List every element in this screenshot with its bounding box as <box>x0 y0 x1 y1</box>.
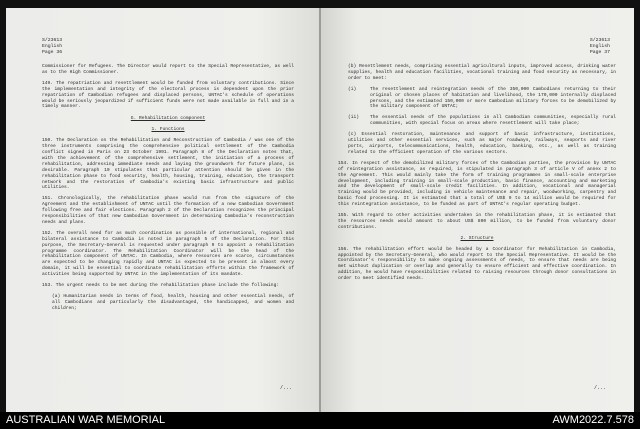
document-reference: S/23613 <box>42 38 63 43</box>
paragraph-151: 151. Chronologically, the rehabilitation phase would run from the signature of the Agreement and the establishment of UNTAC until the formation of a new Cambodian Government following free and fair elections. Paragraph 2 of the Declaration recognizes the principal responsibilities of that new Cambodian Government in determining Cambodia's reconstruction needs and plans. <box>42 196 294 225</box>
paragraph-intro: Commissioner for Refugees. The Director would report to the Special Representative, as well as to the High Commissioner. <box>42 64 294 75</box>
page-number: Page 36 <box>42 50 63 55</box>
paragraph-152: 152. The overall need for as much coordination as possible of international, regional and bilateral assistance to Cambodia is noted in paragraph 5 of the Declaration. For this purpose, the Secretary-General is requested under paragraph 9 to appoint a rehabilitation programme coordinator. The Rehabilitation Coordinator will be the head of the rehabilitation component of UNTAC. In Cambodia, where resources are scarce, circumstances are expected to be changing rapidly and UNTAC is expected to be present in almost every domain, it will be essential to coordinate rehabilitation efforts within the framework of activities being supported by UNTAC in the implementation of its mandate. <box>42 230 294 278</box>
sub-heading-functions: 1. Functions <box>151 127 185 133</box>
paragraph-154: 154. In respect of the demobilized military forces of the Cambodian parties, the provision by UNTAC of reintegration assistance, as required, is stipulated in paragraph 3 of article V of annex 2 to the Agreement. This would mainly take the form of training programmes in small-scale enterprise development, including training in small-scale production, basic finance, accounting and marketing and the development of small-scale credit facilities. In addition, vocational and managerial training would be provided, including in vehicle maintenance and repair, woodworking, carpentry and basic food processing. It is estimated that a total of US$ 9 to 14 million would be required for this reintegration assistance, to be funded as part of UNTAC's regular operating budget. <box>338 160 616 208</box>
list-item-c: (c) Essential restoration, maintenance and support of basic infrastructure, institutions, utilities and other essential services, such as major roadways, railways, seaports and river ports, airports, telecommunications, health, education, banking, etc., as well as training related to the efficient operation of the various sectors. <box>348 132 616 155</box>
left-page-header <box>42 38 62 56</box>
right-page <box>320 8 634 412</box>
continuation-mark: /... <box>593 385 606 392</box>
right-page-body <box>338 64 616 282</box>
list-item-b-i: (i) The resettlement and reintegration needs of the 350,000 Cambodians returning to their original or chosen places of habitation and livelihood, the 170,000 internally displaced persons, and the estimated 150,000 or more Cambodian military forces to be demobilized by the military component of UNTAC; <box>348 86 616 110</box>
page-gutter <box>319 8 321 412</box>
paragraph-153: 153. The urgent needs to be met during the rehabilitation phase include the following: <box>42 283 280 289</box>
list-item-a: (a) Humanitarian needs in terms of food, health, housing and other essential needs, of all Cambodians and particularly the disadvantaged, the handicapped, and women and children; <box>52 294 294 311</box>
paragraph-155: 155. With regard to other activities undertaken in the rehabilitation phase, it is estimated that the resources needs would amount to about US$ 800 million, to be funded from voluntary donor contributions. <box>338 213 616 230</box>
section-heading: G. Rehabilitation component <box>130 116 206 122</box>
paragraph-150: 150. The Declaration on the Rehabilitation and Reconstruction of Cambodia / was one of the three instruments comprising the comprehensive political settlement of the Cambodia conflict signed in Paris on 23 October 1991. Paragraph 8 of the Declaration notes that, with the achievement of the comprehensive settlement, the initiation of a process of rehabilitation, addressing immediate needs and laying the groundwork for future plans, is desirable. Paragraph 10 stipulates that particular attention should be given in the rehabilitation phase to food security, health, housing, training, education, the transport network and the restoration of Cambodia's existing basic infrastructure and public utilities. <box>42 138 294 191</box>
paragraph-156: 156. The rehabilitation effort would be headed by a Coordinator for Rehabilitation in Cambodia, appointed by the Secretary-General, who would report to the Special Representative. It would be the Coordinator's responsibility to make ongoing assessments of needs, to ensure that needs are being met without duplication or overlap and generally to ensure efficient and effective coordination. In addition, he would have responsibilities related to raising resources through donor consultations in order to meet identified needs. <box>338 246 616 282</box>
archive-footer <box>0 412 640 429</box>
accession-number: AWM2022.7.578 <box>552 414 634 426</box>
right-page-header <box>590 38 610 56</box>
left-page-body <box>42 64 294 312</box>
left-page <box>6 8 320 412</box>
page-number: Page 37 <box>589 50 610 55</box>
sub-heading-structure: 2. Structure <box>460 235 494 241</box>
document-language: English <box>589 44 610 49</box>
continuation-mark: /... <box>279 385 292 392</box>
institution-label: AUSTRALIAN WAR MEMORIAL <box>6 414 166 426</box>
document-reference: S/23613 <box>589 38 610 43</box>
paragraph-149: 149. The repatriation and resettlement would be funded from voluntary contributions. Since the implementation and integrity of the electoral process is dependent upon the prior repatriation of Cambodian refugees and displaced persons, UNTAC's schedule of operations would be seriously jeopardized if sufficient funds were not made available in full and in a timely manner. <box>42 80 294 110</box>
list-item-b: (b) Resettlement needs, comprising essential agricultural inputs, improved access, drinking water supplies, health and education facilities, vocational training and food security as necessary, in order to meet: <box>348 64 616 81</box>
document-language: English <box>42 44 63 49</box>
list-item-b-ii: (ii) The essential needs of the populations in all Cambodian communities, especially rural communities, with special focus on areas where resettlement will take place; <box>348 115 616 127</box>
